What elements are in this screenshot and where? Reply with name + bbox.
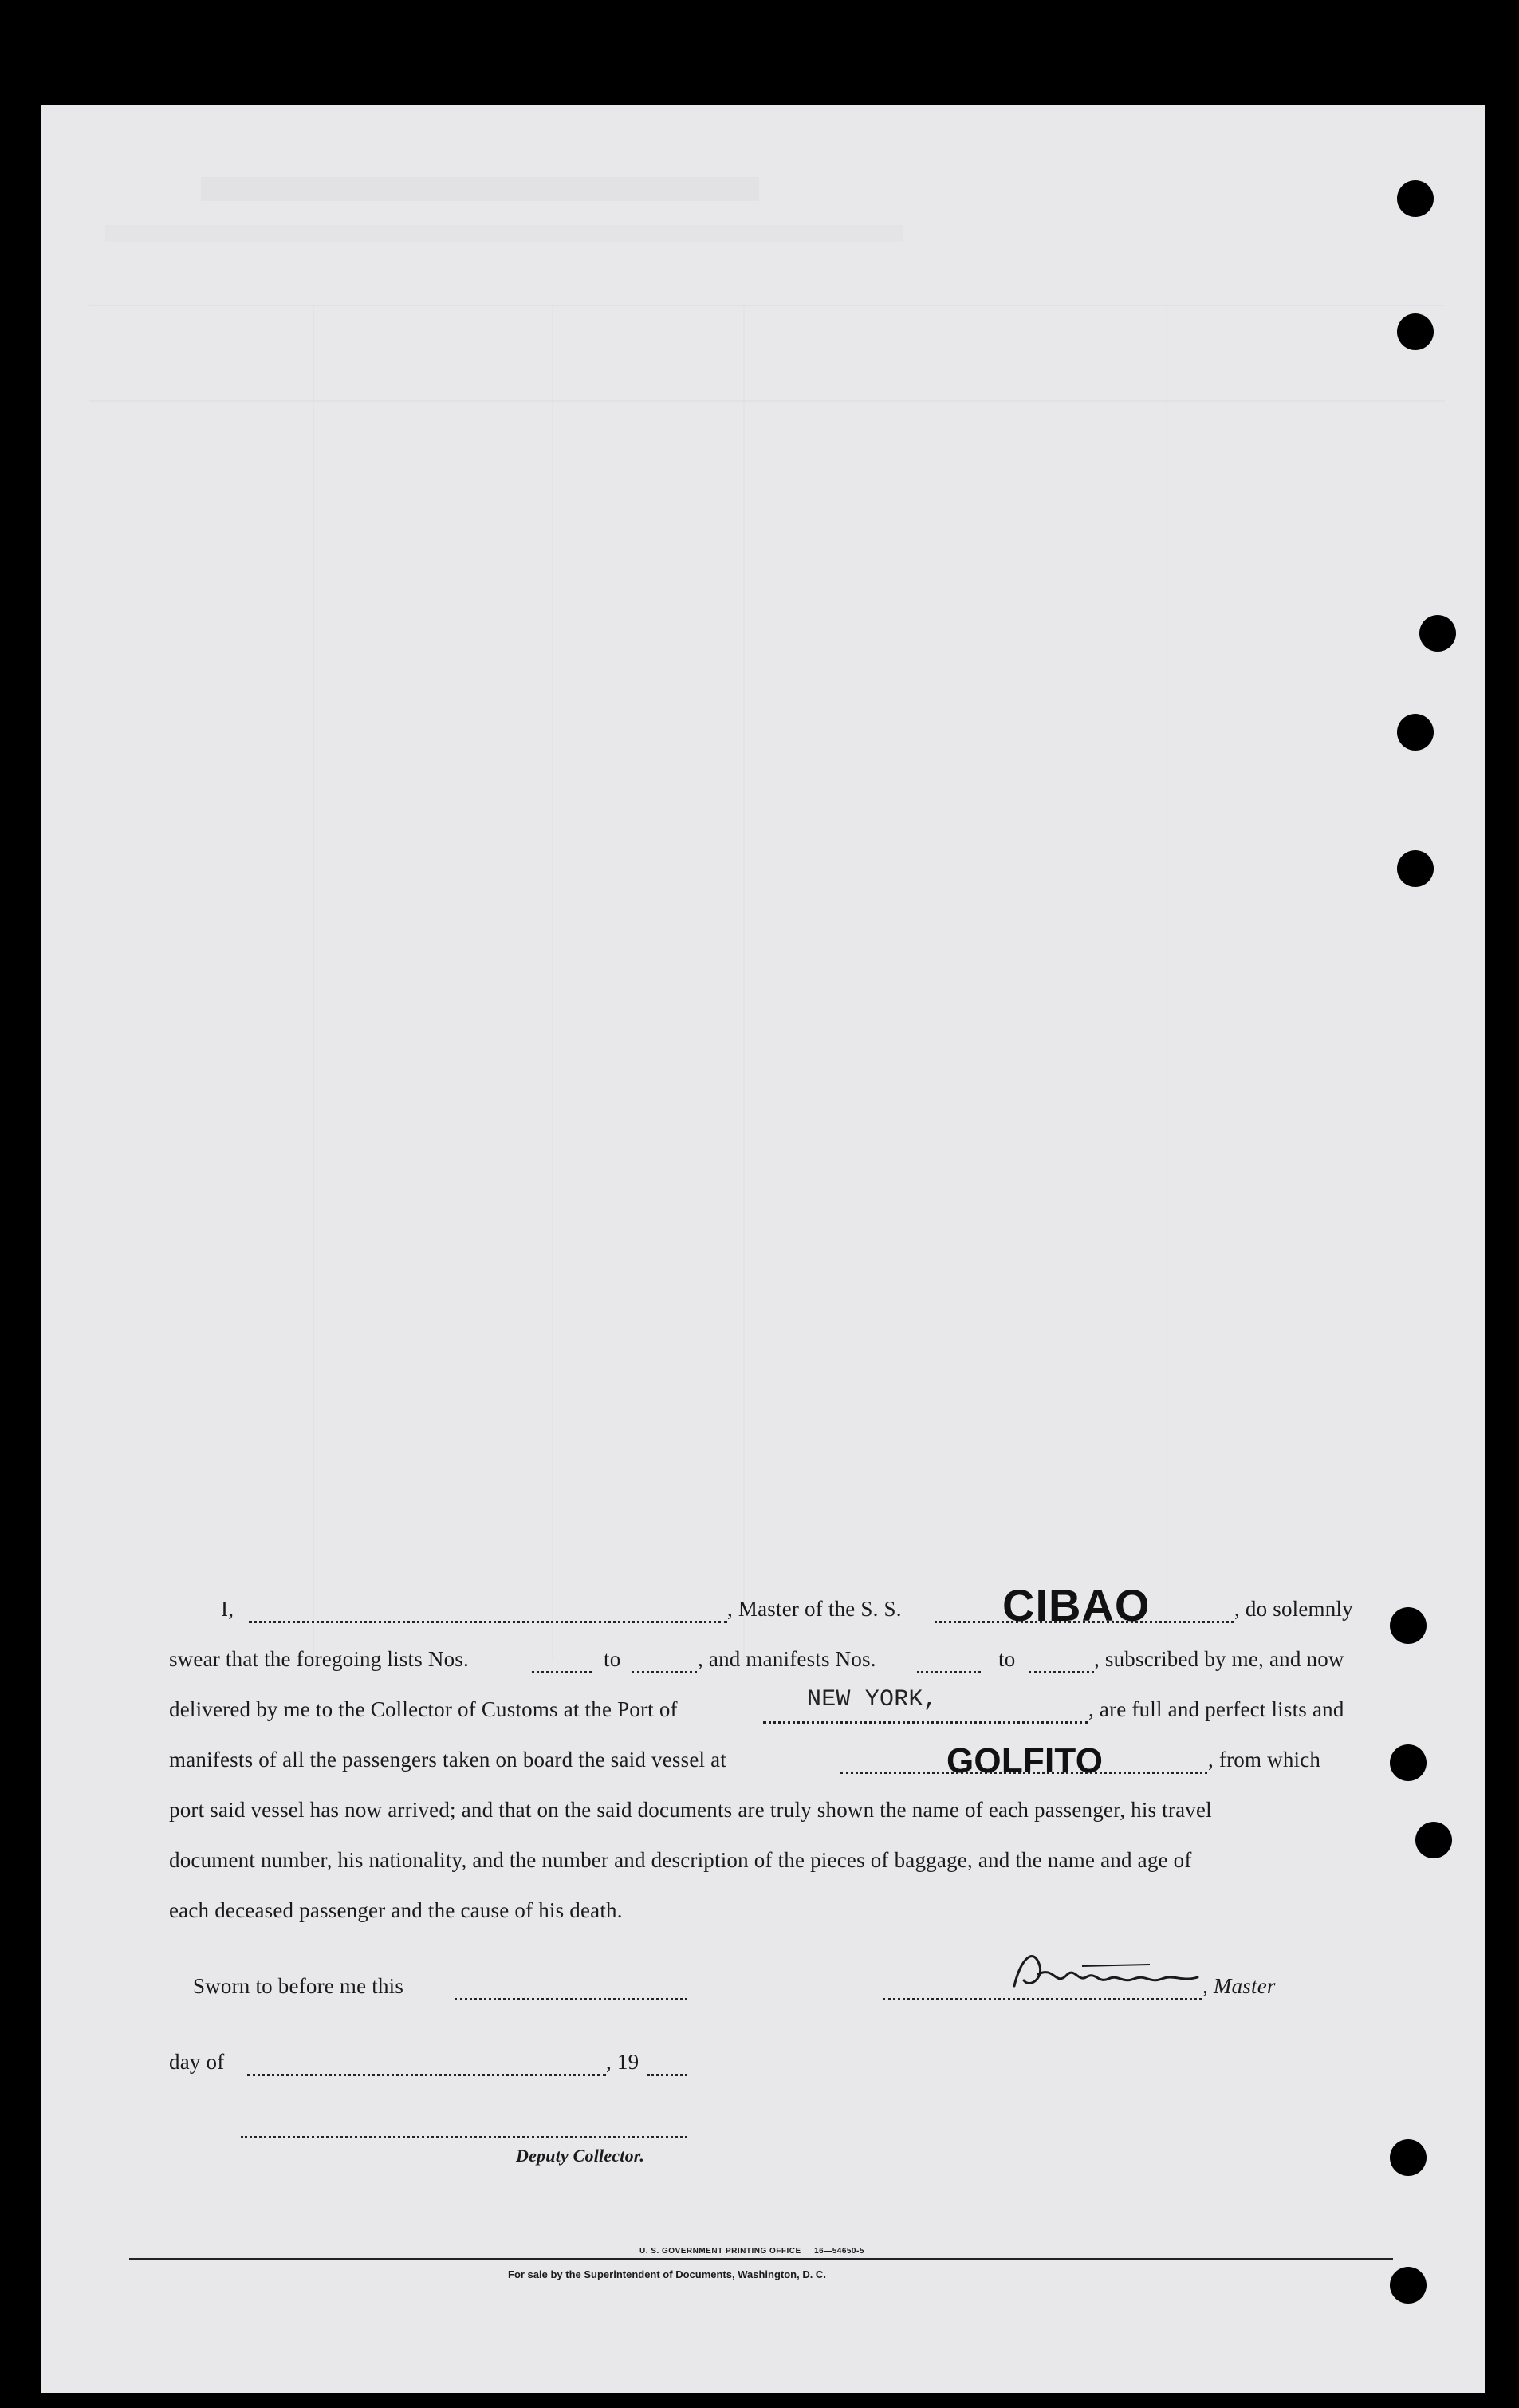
bleed-through-rule [89, 400, 1445, 402]
punch-hole [1397, 714, 1434, 751]
ship-name-stamp: CIBAO [1002, 1580, 1151, 1630]
day-of-line [169, 2050, 1397, 2098]
declaration-line-7: each deceased passenger and the cause of his death. [169, 1898, 623, 1922]
deputy-collector-block [169, 2115, 1397, 2166]
deputy-signature-line [241, 2136, 687, 2138]
sworn-line [169, 1974, 1397, 2022]
bleed-through-header [201, 177, 759, 201]
punch-hole [1397, 850, 1434, 887]
punch-hole [1390, 1744, 1427, 1781]
document-page [41, 105, 1485, 2393]
origin-port-stamp: GOLFITO [946, 1741, 1104, 1780]
for-sale-notice: For sale by the Superintendent of Documents, Washington, D. C. [508, 2268, 826, 2280]
to-label-1: to [604, 1647, 621, 1671]
master-of-label: , Master of the S. S. [727, 1597, 902, 1621]
punch-hole [1397, 180, 1434, 217]
bleed-through-column [552, 305, 553, 1661]
punch-hole [1390, 1607, 1427, 1644]
punch-hole [1415, 1822, 1452, 1858]
pronoun-i: I, [221, 1597, 234, 1621]
bleed-through-subheader [105, 225, 903, 242]
year-prefix-label: , 19 [606, 2050, 639, 2074]
delivered-label: delivered by me to the Collector of Customs at the Port of [169, 1697, 678, 1721]
subscribed-label: , subscribed by me, and now [1094, 1647, 1344, 1671]
manifest-to-blank [1029, 1671, 1094, 1673]
declaration-line-4 [169, 1741, 1397, 1795]
punch-hole [1397, 313, 1434, 350]
and-manifests-label: , and manifests Nos. [698, 1647, 876, 1671]
port-typed: NEW YORK, [807, 1686, 938, 1713]
from-which-label: , from which [1208, 1748, 1321, 1772]
swear-label: swear that the foregoing lists Nos. [169, 1647, 469, 1671]
deputy-collector-label: Deputy Collector. [516, 2146, 645, 2166]
sworn-date-blank [455, 1998, 687, 2000]
sworn-label: Sworn to before me this [193, 1974, 404, 1998]
year-blank [647, 2074, 687, 2076]
list-from-blank [532, 1671, 592, 1673]
port-blank [763, 1721, 1088, 1724]
day-of-label: day of [169, 2050, 225, 2074]
declaration-line-1 [169, 1580, 1397, 1645]
bleed-through-column [1166, 305, 1167, 1661]
declaration-line-3 [169, 1686, 1397, 1745]
punch-hole [1419, 615, 1456, 652]
master-label: , Master [1202, 1974, 1276, 1998]
master-name-blank [249, 1621, 727, 1623]
punch-hole [1390, 2139, 1427, 2176]
punch-hole [1390, 2267, 1427, 2304]
list-to-blank [632, 1671, 697, 1673]
footer-rule [129, 2258, 1393, 2260]
bleed-through-rule [89, 305, 1445, 306]
full-and-perfect-label: , are full and perfect lists and [1088, 1697, 1344, 1721]
declaration-line-6: document number, his nationality, and the number and description of the pieces of baggage, and the name and age of [169, 1848, 1192, 1872]
manifests-label: manifests of all the passengers taken on board the said vessel at [169, 1748, 727, 1772]
bleed-through-column [743, 305, 745, 1661]
day-of-blank [247, 2074, 606, 2076]
declaration-line-2 [169, 1647, 1397, 1695]
printing-office-imprint: U. S. GOVERNMENT PRINTING OFFICE 16—54650-5 [639, 2247, 864, 2256]
to-label-2: to [998, 1647, 1016, 1671]
declaration-line-5: port said vessel has now arrived; and that on the said documents are truly shown the name of each passenger, his travel [169, 1798, 1212, 1822]
manifest-from-blank [917, 1671, 981, 1673]
do-solemnly-label: , do solemnly [1234, 1597, 1353, 1621]
bleed-through-column [313, 305, 314, 1661]
master-signature [1006, 1942, 1214, 2002]
